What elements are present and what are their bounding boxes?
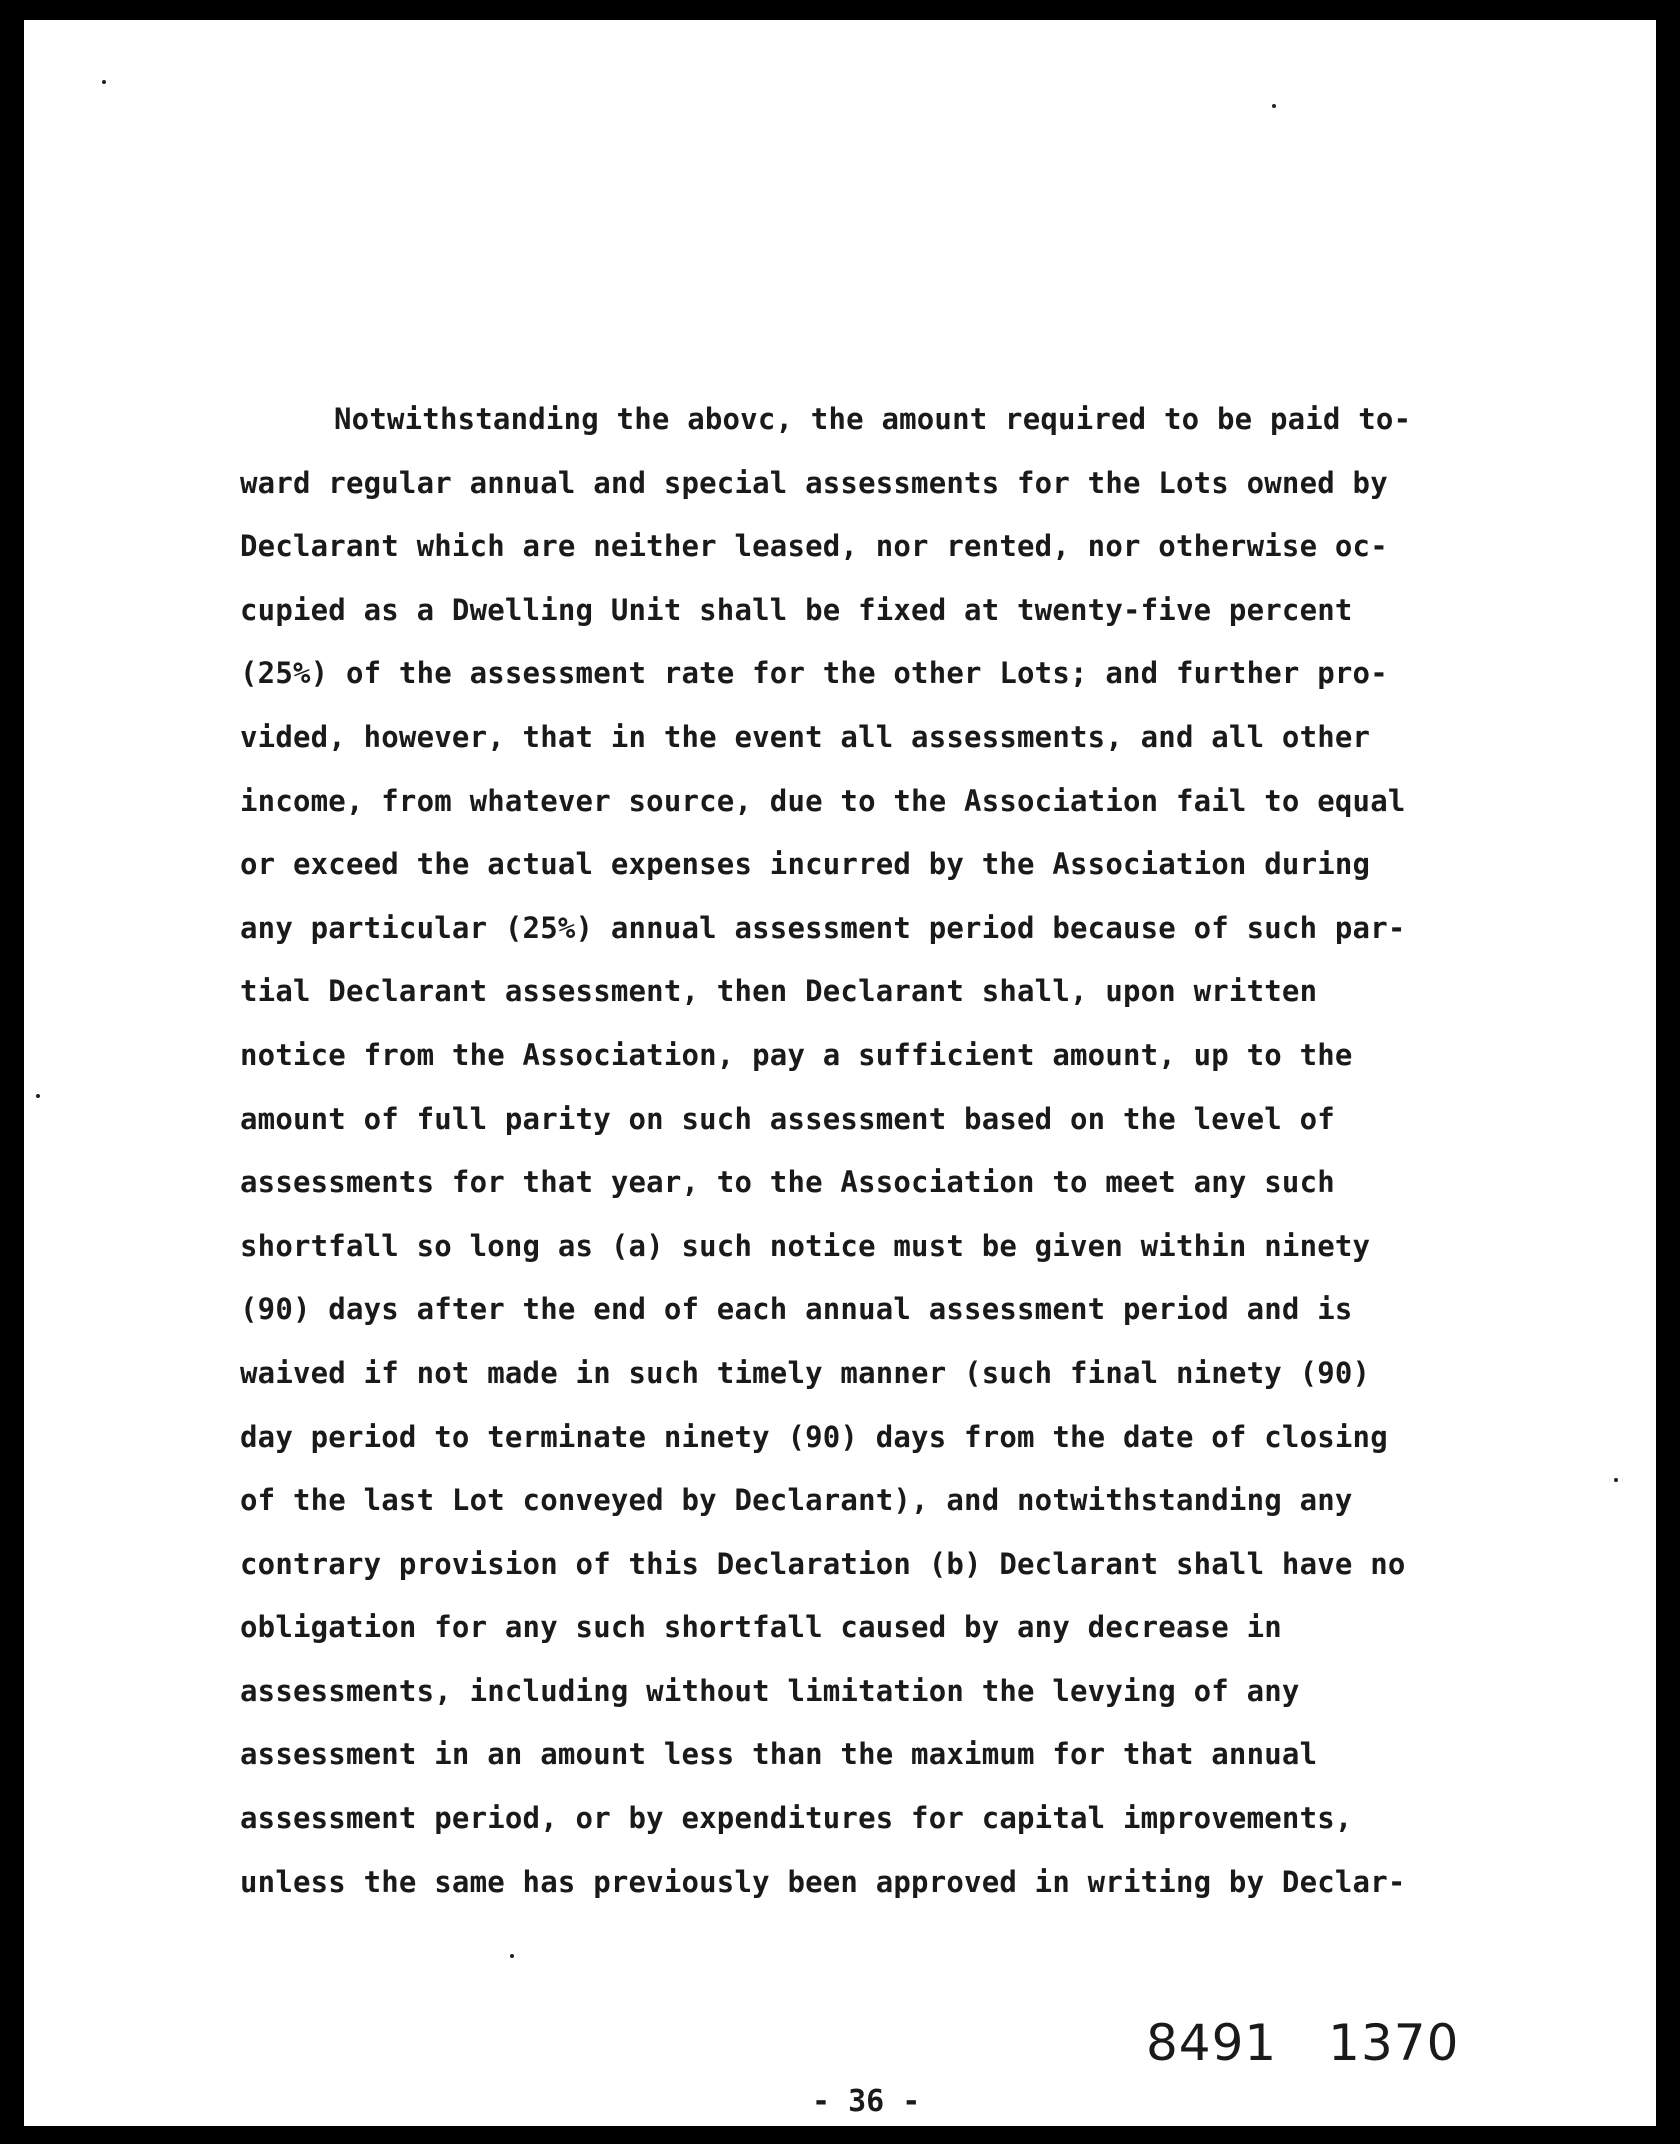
paragraph-line: assessments, including without limitation the levying of any xyxy=(240,1673,1300,1708)
paragraph-line: Declarant which are neither leased, nor rented, nor otherwise oc- xyxy=(240,529,1388,564)
paragraph-line: income, from whatever source, due to the Association fail to equal xyxy=(240,783,1406,818)
document-number: 8491 1370 xyxy=(1146,2014,1460,2072)
scan-speck xyxy=(510,1954,514,1958)
paragraph-line: assessment period, or by expenditures for capital improvements, xyxy=(240,1801,1353,1836)
paragraph-line: tial Declarant assessment, then Declarant shall, upon written xyxy=(240,974,1318,1009)
paragraph-line: vided, however, that in the event all assessments, and all other xyxy=(240,719,1371,754)
paragraph-line: of the last Lot conveyed by Declarant), and notwithstanding any xyxy=(240,1483,1353,1518)
paragraph-line: contrary provision of this Declaration (b) Declarant shall have no xyxy=(240,1546,1406,1581)
paragraph-line: Notwithstanding the abovс, the amount required to be paid to- xyxy=(334,402,1412,436)
paragraph-line: or exceed the actual expenses incurred by the Association during xyxy=(240,847,1371,882)
scan-speck xyxy=(1614,1478,1618,1482)
paragraph-line: unless the same has previously been approved in writing by Declar- xyxy=(240,1864,1406,1899)
scan-speck xyxy=(102,80,106,84)
paragraph-line: waived if not made in such timely manner (such final ninety (90) xyxy=(240,1355,1371,1390)
paragraph-line: day period to terminate ninety (90) days from the date of closing xyxy=(240,1419,1388,1454)
body-paragraph xyxy=(240,388,1530,1914)
scan-speck xyxy=(36,1094,40,1098)
paragraph-line: obligation for any such shortfall caused by any decrease in xyxy=(240,1610,1282,1645)
paragraph-line: assessments for that year, to the Association to meet any such xyxy=(240,1165,1335,1200)
paragraph-line: shortfall so long as (a) such notice must be given within ninety xyxy=(240,1228,1371,1263)
paragraph-line: assessment in an amount less than the maximum for that annual xyxy=(240,1737,1318,1772)
paragraph-line: ward regular annual and special assessments for the Lots owned by xyxy=(240,465,1388,500)
paragraph-line: amount of full parity on such assessment based on the level of xyxy=(240,1101,1335,1136)
paragraph-line: notice from the Association, pay a sufficient amount, up to the xyxy=(240,1037,1353,1072)
paragraph-line: cupied as a Dwelling Unit shall be fixed at twenty-five percent xyxy=(240,592,1353,627)
paragraph-line: (90) days after the end of each annual assessment period and is xyxy=(240,1292,1353,1327)
paragraph-line: any particular (25%) annual assessment period because of such par- xyxy=(240,910,1406,945)
paragraph-line: (25%) of the assessment rate for the other Lots; and further pro- xyxy=(240,656,1388,691)
page-number: - 36 - xyxy=(812,2084,921,2119)
scan-speck xyxy=(1272,104,1276,108)
